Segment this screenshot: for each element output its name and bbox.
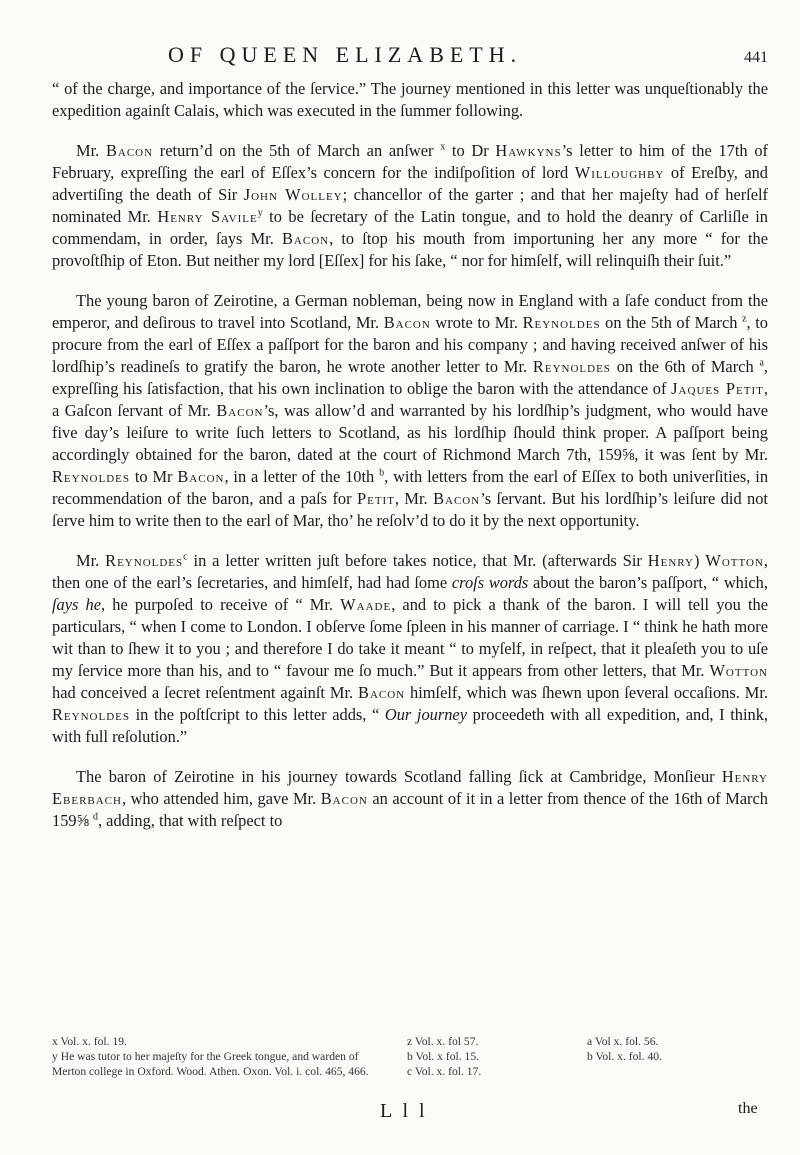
person-name: Bacon [281, 229, 330, 248]
text-run: of Ereſby, and advertiſing the death of Sir [52, 163, 768, 204]
text-run: to Mr [129, 467, 178, 486]
running-head: OF QUEEN ELIZABETH. [168, 42, 523, 67]
paragraph-2 [52, 140, 768, 272]
italic-text: Our journey [384, 705, 467, 724]
text-run: an account of it in a letter from thence of the 16th of March 159⅝ [52, 789, 768, 830]
person-name: Reynoldes [532, 357, 611, 376]
person-name: Reynoldes [522, 313, 601, 332]
main-text [52, 78, 768, 850]
text-run: , expreſſing his ſatisfaction, that his own inclination to oblige the baron with the attendance of [52, 357, 768, 398]
text-run: , then one of the earl’s ſecretaries, and himſelf, had had ſome [52, 551, 769, 592]
text-run: had conceived a ſecret reſentment againſt Mr. [52, 683, 359, 702]
text-run: ’s, was allow’d and warranted by his lordſhip’s judgment, who would have five day’s leiſure to write ſuch letters to Scotland, as his lordſhip ſhould think proper. A paſſport being accordingly obtained for the baron, dated at the court of Richmond March 7th, 159⅝, it was ſent by Mr. [52, 401, 768, 464]
footnote-column [407, 1034, 587, 1079]
text-run: , adding, that with reſpect to [97, 811, 283, 830]
signature-mark: L l l [380, 1100, 428, 1122]
text-run: wrote to Mr. [430, 313, 523, 332]
paragraph-5 [52, 766, 768, 832]
person-name: Henry Savile [157, 207, 258, 226]
text-run: , with letters from the earl of Eſſex to both univerſities, in recommendation of the baron, and a paſs for [52, 467, 769, 508]
footnote-c: c Vol. x. fol. 17. [407, 1065, 482, 1078]
text-run: , a Gaſcon ſervant of Mr. [52, 379, 768, 420]
paragraph-4 [52, 550, 768, 748]
person-name: Bacon [383, 313, 431, 332]
catchword: the [738, 1100, 758, 1117]
footnote-ref: x [440, 141, 446, 153]
footnote-b2: b Vol. x. fol. 40. [587, 1050, 662, 1063]
text-run: , and to pick a thank of the baron. I will tell you the particulars, “ when I come to London. I obſerve ſome ſpleen in his manner of carriage. I “ think he hath more wit than to ſhew it to you ; and therefore I do take it meant “ to myſelf, in reſpect, that it pleaſeth you to uſe my ſervice more than his, and to “ favour me ſo much.” But it appears from other letters, that Mr. [52, 595, 768, 680]
text-run: about the baron’s paſſport, “ which, [528, 573, 768, 592]
person-name: Waade [340, 595, 392, 614]
person-name: Petit [356, 489, 395, 508]
person-name: Bacon [216, 401, 264, 420]
footnote-ref: a [759, 357, 764, 369]
text-run: , Mr. [394, 489, 434, 508]
text-run: , to procure from the earl of Eſſex a paſſport for the baron and his company ; and having received anſwer of his lordſhip’s readineſs to gratify the baron, he wrote another letter to Mr. [52, 313, 768, 376]
text-run: The baron of Zeirotine in his journey towards Scotland falling ſick at Cambridge, Monſieur [76, 767, 722, 786]
paragraph-1: “ of the charge, and importance of the ſervice.” The journey mentioned in this letter was unqueſtionably the expedition againſt Calais, which was executed in the ſummer following. [52, 79, 768, 120]
person-name: John Wolley [243, 185, 343, 204]
person-name: Jaques Petit [671, 379, 764, 398]
text-run: ’s letter to him of the 17th of February, expreſſing the earl of Eſſex’s concern for the indiſpoſition of lord [52, 141, 768, 182]
text-run: himſelf, which was ſhewn upon ſeveral occaſions. Mr. [405, 683, 768, 702]
text-run: , in a letter of the 10th [224, 467, 380, 486]
footnote-a: a Vol x. fol. 56. [587, 1035, 659, 1048]
person-name: Bacon [105, 141, 154, 160]
person-name: Bacon [433, 489, 481, 508]
text-run: return’d on the 5th of March an anſwer [153, 141, 441, 160]
paragraph-3 [52, 290, 768, 532]
text-run: Mr. [76, 141, 106, 160]
text-run: in a letter written juſt before takes notice, that Mr. (afterwards Sir [187, 551, 648, 570]
person-name: Willoughby [574, 163, 665, 182]
text-run: in the poſtſcript to this letter adds, “ [129, 705, 385, 724]
text-run: The young baron of Zeirotine, a German nobleman, being now in England with a ſafe conduct from the emperor, and deſirous to travel into Scotland, Mr. [52, 291, 768, 332]
footnote-y: y He was tutor to her majeſty for the Greek tongue, and warden of Merton college in Oxford. Wood. Athen. Oxon. Vol. i. col. 465, 466. [52, 1050, 369, 1078]
footnote-ref: y [257, 207, 263, 219]
footnote-ref: z [742, 313, 747, 325]
person-name: Bacon [177, 467, 225, 486]
italic-text: croſs words [451, 573, 529, 592]
footnote-b: b Vol. x fol. 15. [407, 1050, 480, 1063]
text-run: ’s ſervant. But his lordſhip’s leiſure did not ſerve him to write then to the earl of Mar, tho’ he reſolv’d to do it by the next opportunity. [52, 489, 768, 530]
text-run: ; chancellor of the garter ; and that her majeſty had of herſelf nominated Mr. [52, 185, 769, 226]
person-name: Reynoldes [105, 551, 184, 570]
text-run: , to ſtop his mouth from importuning her any more “ for the provoſtſhip of Eton. But neither my lord [Eſſex] for his ſake, “ nor for himſelf, will relinquiſh their ſuit.” [52, 229, 768, 270]
text-run: on the 6th of March [610, 357, 760, 376]
footnote-z: z Vol. x. fol 57. [407, 1035, 479, 1048]
footnote-column [587, 1034, 767, 1079]
text-run: on the 5th of March [600, 313, 743, 332]
person-name: Bacon [320, 789, 368, 808]
text-run: , he purpoſed to receive of “ Mr. [101, 595, 341, 614]
text-run: ) [693, 551, 706, 570]
text-run: to be ſecretary of the Latin tongue, and to hold the deanry of Carliſle in commendam, in order, ſays Mr. [52, 207, 768, 248]
person-name: Bacon [358, 683, 406, 702]
person-name: Wotton [709, 661, 768, 680]
text-run: to Dr [445, 141, 496, 160]
page-number: 441 [744, 49, 768, 66]
italic-text: ſays he [52, 595, 102, 614]
text-run: Mr. [76, 551, 106, 570]
footnotes [52, 1034, 768, 1079]
footnote-ref: b [379, 467, 385, 479]
person-name: Wotton [705, 551, 764, 570]
footnote-ref: c [183, 551, 188, 563]
text-run: proceedeth with all expedition, and, I think, with full reſolution.” [52, 705, 768, 746]
footnote-x: x Vol. x. fol. 19. [52, 1035, 127, 1048]
person-name: Hawkyns [495, 141, 562, 160]
person-name: Henry Eberbach [52, 767, 768, 808]
person-name: Reynoldes [52, 467, 130, 486]
footnote-ref: d [92, 811, 98, 823]
page-header [168, 42, 768, 68]
text-run: , who attended him, gave Mr. [121, 789, 321, 808]
footnote-column [52, 1034, 407, 1079]
person-name: Reynoldes [52, 705, 130, 724]
person-name: Henry [647, 551, 694, 570]
